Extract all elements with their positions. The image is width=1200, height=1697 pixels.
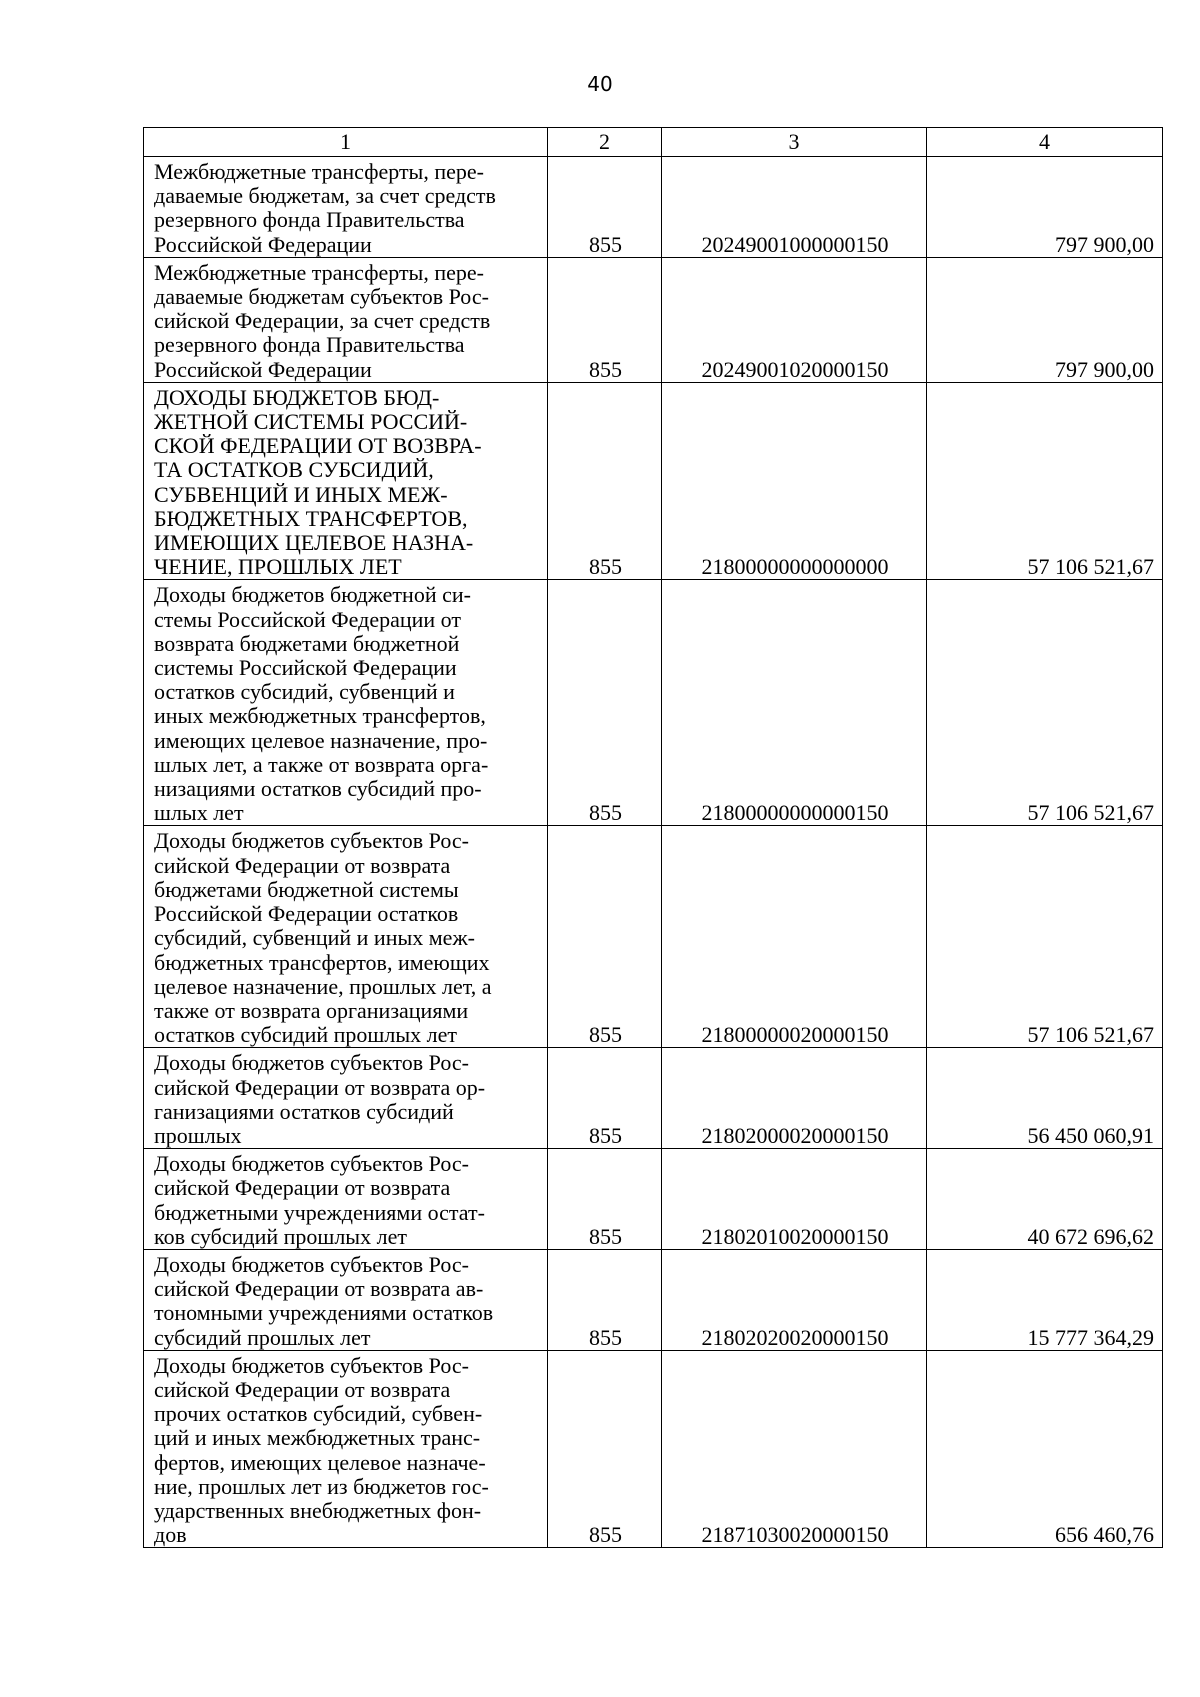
table-row xyxy=(144,1350,1163,1548)
income-name-line: имеющих целевое назначение, про- xyxy=(154,727,488,753)
table-header-row xyxy=(144,128,1163,157)
income-name-line: СКОЙ ФЕДЕРАЦИИ ОТ ВОЗВРА- xyxy=(154,433,482,459)
admin-code-cell: 855 xyxy=(548,826,662,1048)
income-name-line: даваемые бюджетам субъектов Рос- xyxy=(154,284,489,310)
income-name-line: даваемые бюджетам, за счет средств xyxy=(154,183,496,209)
income-name-line: СУБВЕНЦИЙ И ИНЫХ МЕЖ- xyxy=(154,481,448,507)
amount-cell: 57 106 521,67 xyxy=(927,580,1163,826)
budget-classification-code-cell: 21802020020000150 xyxy=(662,1249,927,1350)
income-name-line: иных межбюджетных трансфертов, xyxy=(154,703,486,729)
admin-code-cell: 855 xyxy=(548,1350,662,1548)
income-name-line: сийской Федерации от возврата xyxy=(154,1175,451,1201)
income-name-line: Доходы бюджетов субъектов Рос- xyxy=(154,1050,469,1076)
income-name-line: ДОХОДЫ БЮДЖЕТОВ БЮД- xyxy=(154,384,440,410)
budget-classification-code-cell: 21800000000000000 xyxy=(662,382,927,580)
amount-cell: 797 900,00 xyxy=(927,257,1163,382)
income-name-cell xyxy=(144,157,548,258)
income-name-line: низациями остатков субсидий про- xyxy=(154,776,482,802)
admin-code-cell: 855 xyxy=(548,1149,662,1250)
income-name-line: бюджетных трансфертов, имеющих xyxy=(154,949,490,975)
income-name-cell xyxy=(144,257,548,382)
admin-code-cell: 855 xyxy=(548,157,662,258)
income-name-line: шлых лет, а также от возврата орга- xyxy=(154,751,489,777)
income-name-cell xyxy=(144,1249,548,1350)
budget-classification-code-cell: 20249001000000150 xyxy=(662,157,927,258)
income-name-line: сийской Федерации от возврата ор- xyxy=(154,1074,486,1100)
income-name-line: системы Российской Федерации xyxy=(154,655,457,681)
income-name-cell xyxy=(144,1048,548,1149)
amount-cell: 57 106 521,67 xyxy=(927,826,1163,1048)
income-name-line: Доходы бюджетов субъектов Рос- xyxy=(154,1352,469,1378)
income-name-line: бюджетами бюджетной системы xyxy=(154,876,459,902)
income-name-line: Российской Федерации xyxy=(154,356,372,382)
income-name-line: целевое назначение, прошлых лет, а xyxy=(154,973,492,999)
revenue-table xyxy=(143,127,1163,1548)
table-row xyxy=(144,157,1163,258)
column-header-1: 1 xyxy=(144,128,548,157)
income-name-line: прошлых xyxy=(154,1122,242,1148)
income-name-line: резервного фонда Правительства xyxy=(154,207,465,233)
income-name-line: ние, прошлых лет из бюджетов гос- xyxy=(154,1473,489,1499)
budget-classification-code-cell: 21871030020000150 xyxy=(662,1350,927,1548)
admin-code-cell: 855 xyxy=(548,257,662,382)
income-name-line: ций и иных межбюджетных транс- xyxy=(154,1425,481,1451)
income-name-line: БЮДЖЕТНЫХ ТРАНСФЕРТОВ, xyxy=(154,505,468,531)
income-name-line: Доходы бюджетов субъектов Рос- xyxy=(154,1151,469,1177)
income-name-line: Российской Федерации xyxy=(154,231,372,257)
page-number: 40 xyxy=(587,72,613,96)
income-name-line: сийской Федерации от возврата xyxy=(154,852,451,878)
admin-code-cell: 855 xyxy=(548,1048,662,1149)
amount-cell: 656 460,76 xyxy=(927,1350,1163,1548)
income-name-line: ЖЕТНОЙ СИСТЕМЫ РОССИЙ- xyxy=(154,409,468,435)
income-name-line: сийской Федерации от возврата xyxy=(154,1376,451,1402)
income-name-line: ИМЕЮЩИХ ЦЕЛЕВОЕ НАЗНА- xyxy=(154,530,474,556)
table-row xyxy=(144,826,1163,1048)
income-name-line: Доходы бюджетов субъектов Рос- xyxy=(154,828,469,854)
income-name-line: остатков субсидий, субвенций и xyxy=(154,679,455,705)
income-name-line: фертов, имеющих целевое назначе- xyxy=(154,1449,486,1475)
amount-cell: 56 450 060,91 xyxy=(927,1048,1163,1149)
income-name-line: бюджетными учреждениями остат- xyxy=(154,1199,485,1225)
income-name-line: Доходы бюджетов бюджетной си- xyxy=(154,582,471,608)
income-name-line: субсидий прошлых лет xyxy=(154,1324,371,1350)
income-name-line: ударственных внебюджетных фон- xyxy=(154,1497,482,1523)
budget-classification-code-cell: 20249001020000150 xyxy=(662,257,927,382)
income-name-line: Межбюджетные трансферты, пере- xyxy=(154,259,484,285)
admin-code-cell: 855 xyxy=(548,580,662,826)
income-name-cell xyxy=(144,826,548,1048)
income-name-line: Российской Федерации остатков xyxy=(154,901,459,927)
income-name-line: Доходы бюджетов субъектов Рос- xyxy=(154,1251,469,1277)
column-header-4: 4 xyxy=(927,128,1163,157)
table-row xyxy=(144,1149,1163,1250)
table-body xyxy=(144,157,1163,1548)
income-name-cell xyxy=(144,580,548,826)
column-header-3: 3 xyxy=(662,128,927,157)
table-row xyxy=(144,257,1163,382)
table-row xyxy=(144,1048,1163,1149)
income-name-line: стемы Российской Федерации от xyxy=(154,606,461,632)
income-name-line: ЧЕНИЕ, ПРОШЛЫХ ЛЕТ xyxy=(154,554,402,580)
budget-classification-code-cell: 21800000020000150 xyxy=(662,826,927,1048)
table-row xyxy=(144,580,1163,826)
table-row xyxy=(144,1249,1163,1350)
income-name-line: также от возврата организациями xyxy=(154,997,469,1023)
income-name-cell xyxy=(144,1350,548,1548)
amount-cell: 797 900,00 xyxy=(927,157,1163,258)
income-name-line: ганизациями остатков субсидий xyxy=(154,1098,454,1124)
income-name-line: остатков субсидий прошлых лет xyxy=(154,1022,457,1048)
amount-cell: 40 672 696,62 xyxy=(927,1149,1163,1250)
income-name-line: сийской Федерации, за счет средств xyxy=(154,308,491,334)
income-name-line: дов xyxy=(154,1522,187,1548)
income-name-cell xyxy=(144,1149,548,1250)
income-name-line: шлых лет xyxy=(154,800,244,826)
income-name-line: ков субсидий прошлых лет xyxy=(154,1223,407,1249)
income-name-line: резервного фонда Правительства xyxy=(154,332,465,358)
income-name-line: прочих остатков субсидий, субвен- xyxy=(154,1401,483,1427)
admin-code-cell: 855 xyxy=(548,1249,662,1350)
income-name-line: ТА ОСТАТКОВ СУБСИДИЙ, xyxy=(154,457,434,483)
income-name-line: возврата бюджетами бюджетной xyxy=(154,630,460,656)
income-name-line: субсидий, субвенций и иных меж- xyxy=(154,925,475,951)
table-row xyxy=(144,382,1163,580)
income-name-line: тономными учреждениями остатков xyxy=(154,1300,494,1326)
budget-classification-code-cell: 21802000020000150 xyxy=(662,1048,927,1149)
admin-code-cell: 855 xyxy=(548,382,662,580)
column-header-2: 2 xyxy=(548,128,662,157)
budget-classification-code-cell: 21802010020000150 xyxy=(662,1149,927,1250)
budget-classification-code-cell: 21800000000000150 xyxy=(662,580,927,826)
income-name-line: Межбюджетные трансферты, пере- xyxy=(154,159,484,184)
income-name-cell xyxy=(144,382,548,580)
amount-cell: 57 106 521,67 xyxy=(927,382,1163,580)
income-name-line: сийской Федерации от возврата ав- xyxy=(154,1276,484,1302)
amount-cell: 15 777 364,29 xyxy=(927,1249,1163,1350)
